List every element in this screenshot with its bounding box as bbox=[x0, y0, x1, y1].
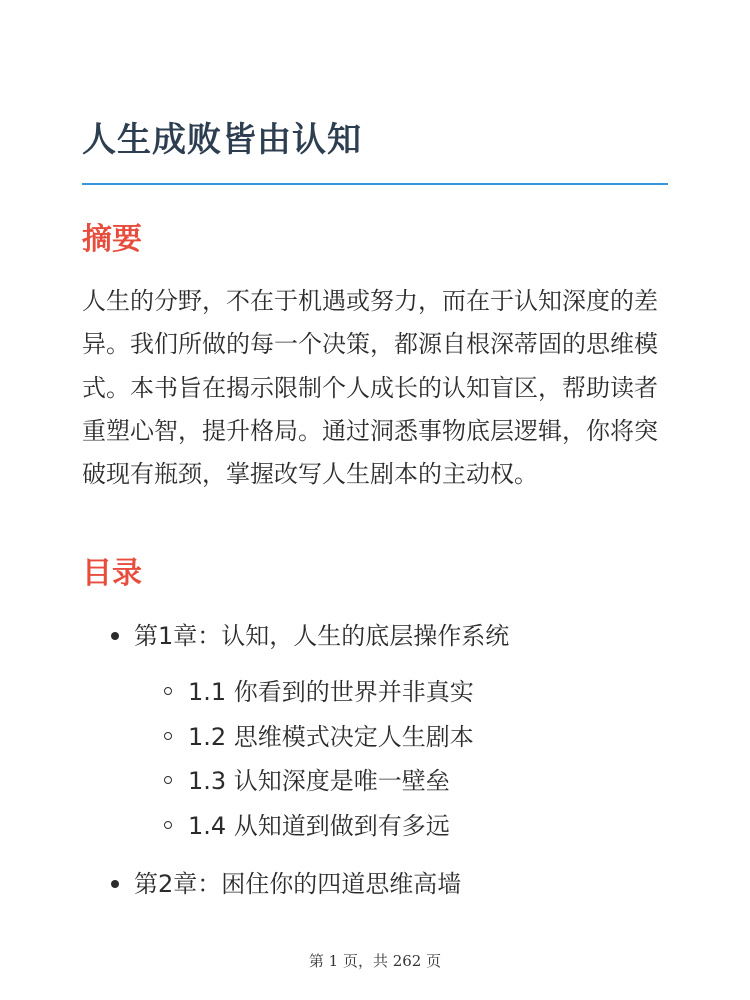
filled-bullet-icon bbox=[111, 880, 119, 888]
document-title: 人生成败皆由认知 bbox=[82, 120, 362, 160]
hollow-bullet-icon bbox=[164, 687, 172, 695]
toc-chapter-1[interactable] bbox=[82, 614, 672, 848]
section-title[interactable]: 1.1 你看到的世界并非真实 bbox=[188, 678, 474, 706]
toc-section-1-4[interactable] bbox=[134, 804, 672, 849]
filled-bullet-icon bbox=[111, 632, 119, 640]
page-indicator: 第 1 页，共 262 页 bbox=[308, 952, 442, 970]
toc-heading: 目录 bbox=[82, 556, 142, 591]
hollow-bullet-icon bbox=[164, 821, 172, 829]
toc-section-1-1[interactable] bbox=[134, 670, 672, 715]
chapter-1-sections bbox=[134, 670, 672, 848]
toc-section-1-2[interactable] bbox=[134, 715, 672, 760]
table-of-contents bbox=[82, 614, 672, 906]
abstract-text: 人生的分野，不在于机遇或努力，而在于认知深度的差异。我们所做的每一个决策，都源自根深蒂固的思维模式。本书旨在揭示限制个人成长的认知盲区，帮助读者重塑心智，提升格局。通过洞悉事物底层逻辑，你将突破现有瓶颈，掌握改写人生剧本的主动权。 bbox=[82, 287, 658, 489]
toc-chapter-2[interactable] bbox=[82, 862, 672, 906]
section-title[interactable]: 1.3 认知深度是唯一壁垒 bbox=[188, 767, 450, 795]
toc-section-1-3[interactable] bbox=[134, 759, 672, 804]
chapter-title[interactable]: 第2章：困住你的四道思维高墙 bbox=[134, 870, 462, 898]
title-divider bbox=[82, 183, 668, 185]
chapter-title[interactable]: 第1章：认知，人生的底层操作系统 bbox=[134, 622, 510, 650]
hollow-bullet-icon bbox=[164, 776, 172, 784]
section-title[interactable]: 1.4 从知道到做到有多远 bbox=[188, 811, 450, 840]
abstract-heading: 摘要 bbox=[82, 222, 142, 257]
hollow-bullet-icon bbox=[164, 732, 172, 740]
section-title[interactable]: 1.2 思维模式决定人生剧本 bbox=[188, 722, 474, 751]
